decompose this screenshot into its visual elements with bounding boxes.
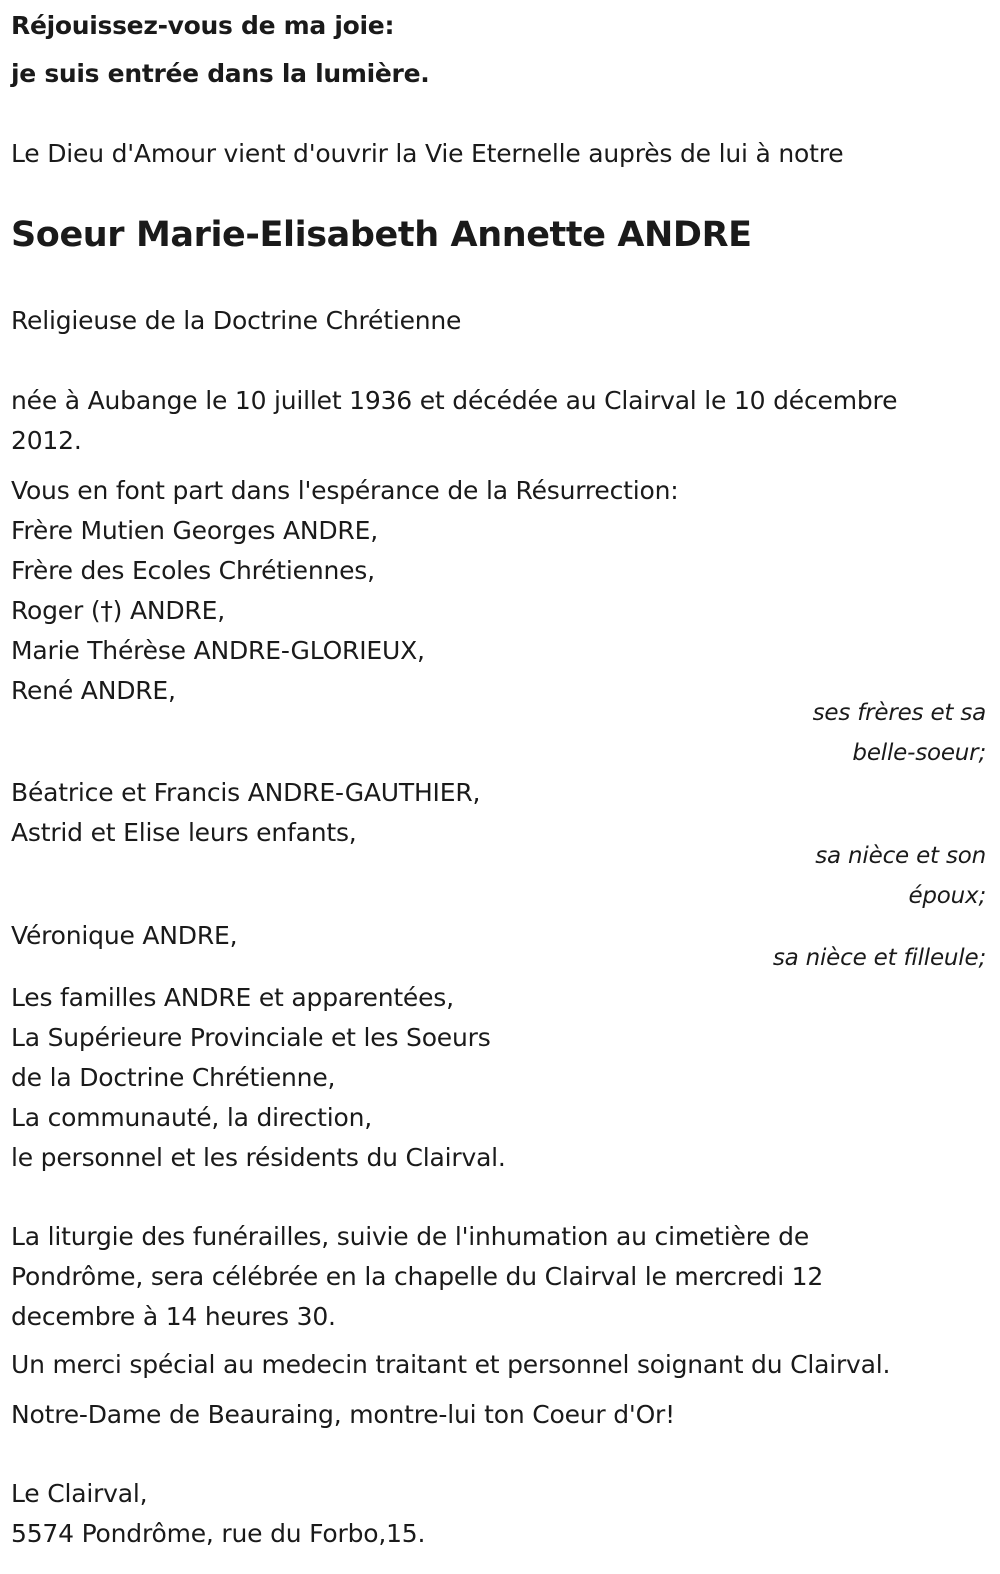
- relation-label: époux;: [908, 883, 986, 909]
- announcement: Le Dieu d'Amour vient d'ouvrir la Vie Eternelle auprès de lui à notre: [11, 139, 844, 168]
- funeral-line-3: decembre à 14 heures 30.: [11, 1302, 336, 1331]
- prayer-line: Notre-Dame de Beauraing, montre-lui ton Coeur d'Or!: [11, 1400, 675, 1429]
- family-member: Astrid et Elise leurs enfants,: [11, 818, 357, 847]
- mourner-line: La Supérieure Provinciale et les Soeurs: [11, 1023, 491, 1052]
- dates-line-2: 2012.: [11, 426, 82, 455]
- religious-role: Religieuse de la Doctrine Chrétienne: [11, 306, 462, 335]
- mourner-line: Les familles ANDRE et apparentées,: [11, 983, 454, 1012]
- funeral-line-1: La liturgie des funérailles, suivie de l'inhumation au cimetière de: [11, 1222, 810, 1251]
- relation-label: sa nièce et son: [815, 843, 986, 869]
- funeral-line-2: Pondrôme, sera célébrée en la chapelle du Clairval le mercredi 12: [11, 1262, 824, 1291]
- mourner-line: le personnel et les résidents du Clairval.: [11, 1143, 506, 1172]
- family-member: Roger (†) ANDRE,: [11, 596, 225, 625]
- deceased-name: Soeur Marie-Elisabeth Annette ANDRE: [11, 215, 752, 255]
- intro-line-1: Réjouissez-vous de ma joie:: [11, 11, 395, 40]
- address-line-2: 5574 Pondrôme, rue du Forbo,15.: [11, 1519, 426, 1548]
- family-member: Frère des Ecoles Chrétiennes,: [11, 556, 375, 585]
- relation-label: ses frères et sa: [812, 700, 986, 726]
- mourner-line: de la Doctrine Chrétienne,: [11, 1063, 336, 1092]
- thanks-note: Un merci spécial au medecin traitant et personnel soignant du Clairval.: [11, 1350, 891, 1379]
- family-member: Béatrice et Francis ANDRE-GAUTHIER,: [11, 778, 481, 807]
- relation-label: sa nièce et filleule;: [772, 945, 986, 971]
- mourner-line: La communauté, la direction,: [11, 1103, 372, 1132]
- relation-label: belle-soeur;: [852, 740, 986, 766]
- address-line-1: Le Clairval,: [11, 1479, 148, 1508]
- family-member: Véronique ANDRE,: [11, 921, 238, 950]
- dates-line-1: née à Aubange le 10 juillet 1936 et décédée au Clairval le 10 décembre: [11, 386, 898, 415]
- family-member: Marie Thérèse ANDRE-GLORIEUX,: [11, 636, 425, 665]
- family-member: René ANDRE,: [11, 676, 176, 705]
- intro-line-2: je suis entrée dans la lumière.: [11, 59, 430, 88]
- family-member: Frère Mutien Georges ANDRE,: [11, 516, 378, 545]
- family-intro: Vous en font part dans l'espérance de la Résurrection:: [11, 476, 679, 505]
